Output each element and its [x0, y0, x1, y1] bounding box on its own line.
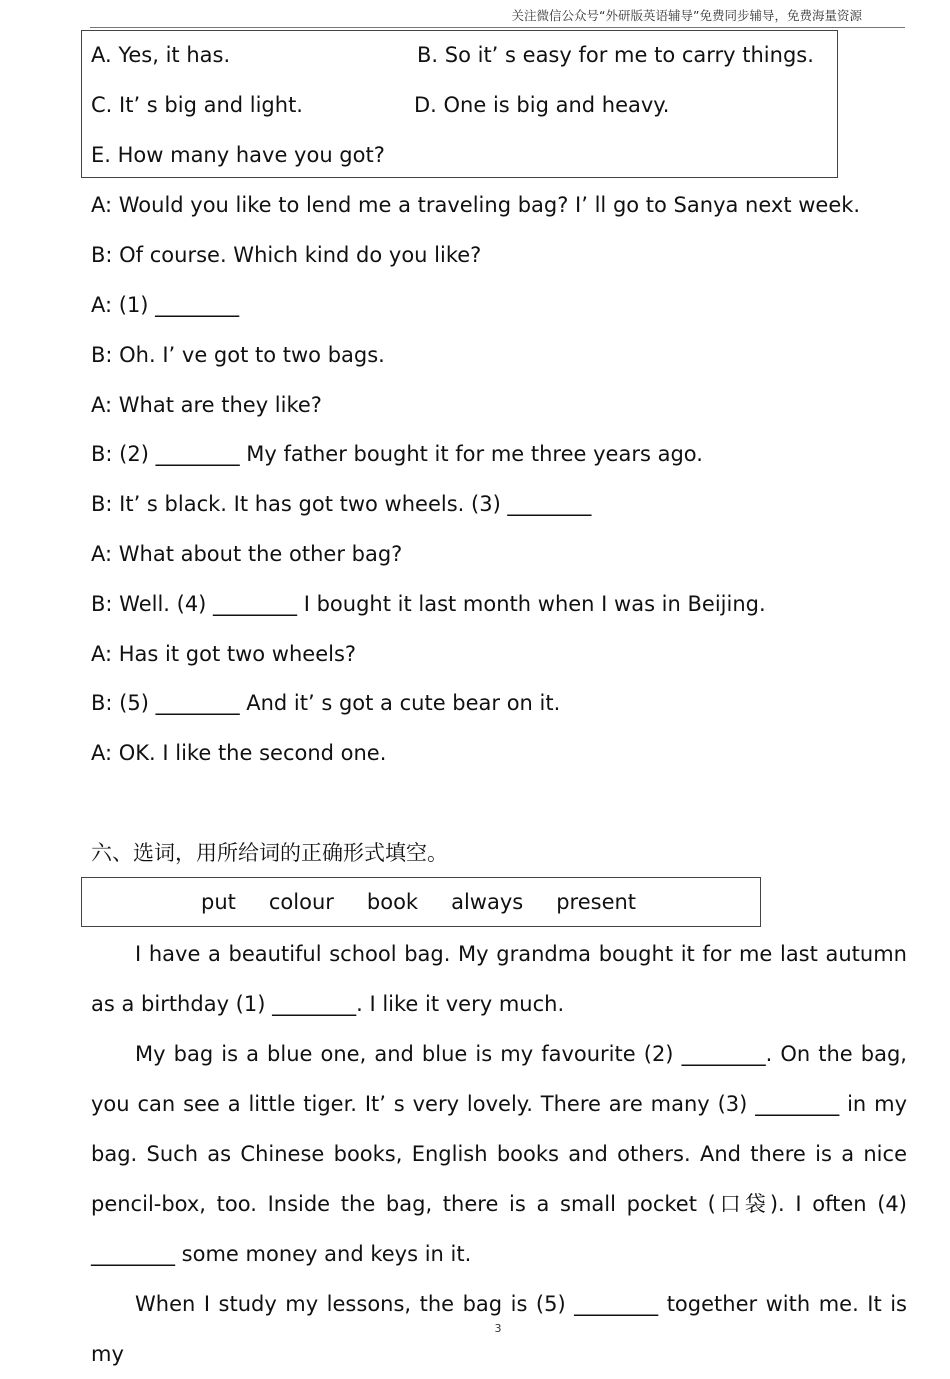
header-rule	[90, 27, 905, 28]
passage-paragraph: My bag is a blue one, and blue is my favourite (2) ________. On the bag, you can see a little tiger. It’ s very lovely. There are many (3) ________ in my bag. Such as Chinese books, English books and others. And there is a nice pencil-box, too. Inside the bag, there is a small pocket (口袋). I often (4) ________ some money and keys in it.	[91, 1042, 907, 1266]
word-bank	[81, 877, 761, 927]
dialogue-line: B: Well. (4) ________ I bought it last month when I was in Beijing.	[91, 592, 766, 616]
passage	[91, 929, 907, 1379]
passage-paragraph: I have a beautiful school bag. My grandma bought it for me last autumn as a birthday (1) ________. I like it very much.	[91, 942, 907, 1016]
dialogue-line: A: OK. I like the second one.	[91, 741, 387, 765]
option-c: C. It’ s big and light.	[91, 93, 303, 117]
dialogue-line: B: Oh. I’ ve got to two bags.	[91, 343, 385, 367]
dialogue-line: B: (5) ________ And it’ s got a cute bear on it.	[91, 691, 561, 715]
dialogue-line: B: It’ s black. It has got two wheels. (3) ________	[91, 492, 592, 516]
dialogue-line: A: What are they like?	[91, 393, 322, 417]
option-e: E. How many have you got?	[91, 143, 385, 167]
section-title: 六、选词，用所给词的正确形式填空。	[91, 841, 448, 865]
word-item: book	[366, 890, 419, 914]
word-item: put	[201, 890, 236, 914]
passage-paragraph: When I study my lessons, the bag is (5) ________ together with me. It is my	[91, 1292, 907, 1366]
word-item: always	[451, 890, 524, 914]
dialogue-line: A: (1) ________	[91, 293, 240, 317]
page-number: 3	[494, 1322, 502, 1335]
page-header: 关注微信公众号“外研版英语辅导”免费同步辅导，免费海量资源	[511, 8, 862, 23]
dialogue-line: A: What about the other bag?	[91, 542, 403, 566]
dialogue-line: B: Of course. Which kind do you like?	[91, 243, 482, 267]
option-b: B. So it’ s easy for me to carry things.	[417, 43, 814, 67]
dialogue-line: A: Would you like to lend me a traveling bag? I’ ll go to Sanya next week.	[91, 193, 861, 217]
word-item: present	[556, 890, 637, 914]
option-a: A. Yes, it has.	[91, 43, 231, 67]
dialogue-line: B: (2) ________ My father bought it for me three years ago.	[91, 442, 703, 466]
option-d: D. One is big and heavy.	[414, 93, 670, 117]
dialogue-line: A: Has it got two wheels?	[91, 642, 357, 666]
word-item: colour	[268, 890, 334, 914]
